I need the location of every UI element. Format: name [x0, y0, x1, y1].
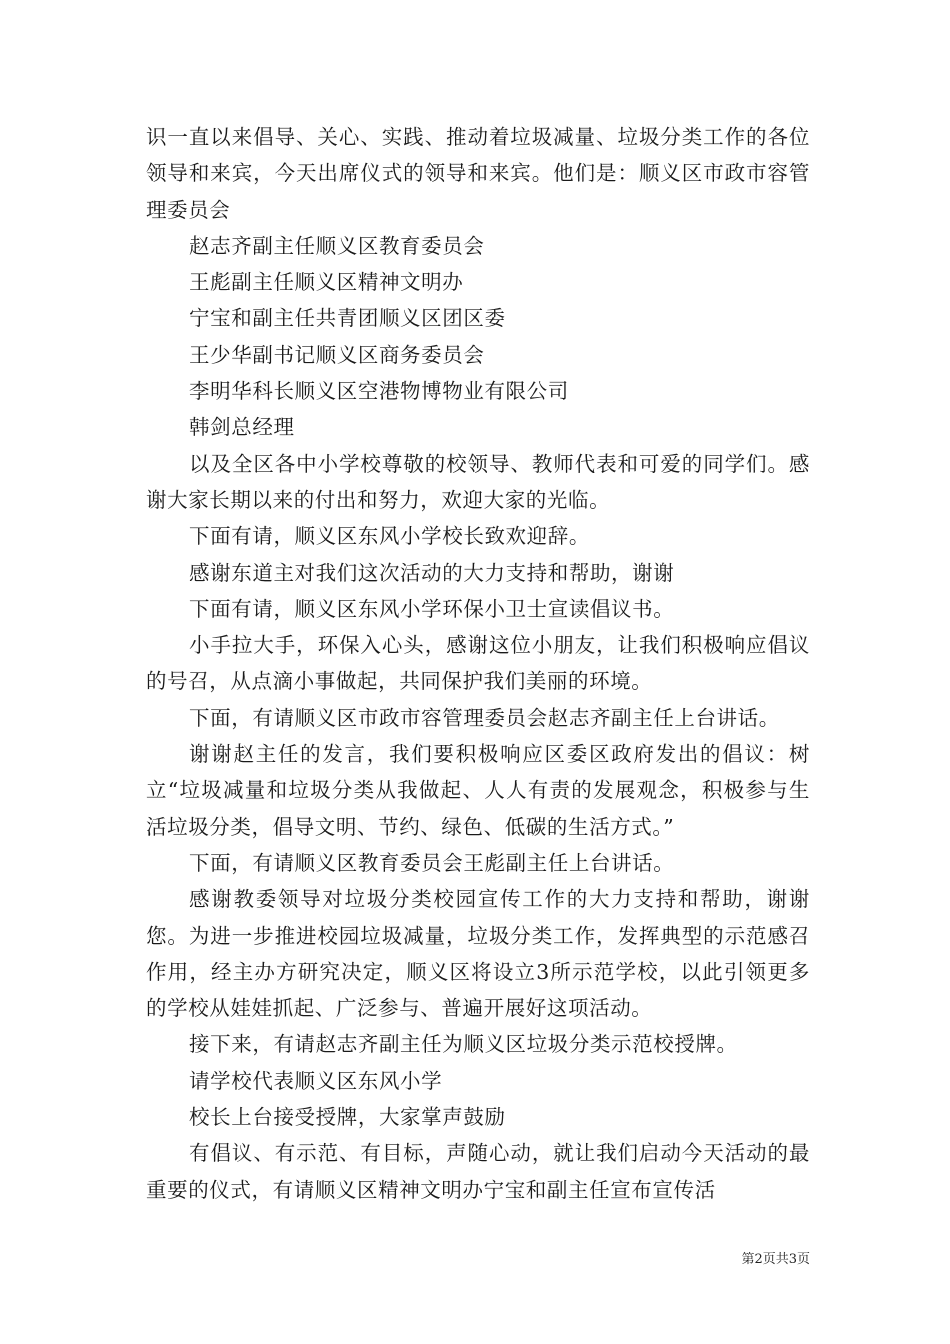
paragraph: 下面有请，顺义区东风小学环保小卫士宣读倡议书。: [189, 596, 675, 621]
paragraph: 韩剑总经理: [189, 415, 295, 440]
paragraph: 谢谢赵主任的发言，我们要积极响应区委区政府发出的倡议：树立“垃圾减量和垃圾分类从我做起、人人有责的发展观念，积极参与生活垃圾分类，倡导文明、节约、绿色、低碳的生活方式。”: [146, 742, 810, 839]
paragraph: 校长上台接受授牌，大家掌声鼓励: [189, 1105, 506, 1130]
paragraph: 以及全区各中小学校尊敬的校领导、教师代表和可爱的同学们。感谢大家长期以来的付出和努力，欢迎大家的光临。: [146, 451, 810, 512]
paragraph: 李明华科长顺义区空港物博物业有限公司: [189, 379, 569, 404]
page-number: 第2页共3页: [741, 1252, 810, 1267]
paragraph: 王彪副主任顺义区精神文明办: [189, 270, 464, 295]
paragraph: 王少华副书记顺义区商务委员会: [189, 342, 485, 367]
paragraph: 识一直以来倡导、关心、实践、推动着垃圾减量、垃圾分类工作的各位领导和来宾，今天出席仪式的领导和来宾。他们是：顺义区市政市容管理委员会: [146, 125, 810, 222]
body-text: [146, 119, 810, 1208]
paragraph: 接下来，有请赵志齐副主任为顺义区垃圾分类示范校授牌。: [189, 1032, 738, 1057]
paragraph: 感谢教委领导对垃圾分类校园宣传工作的大力支持和帮助，谢谢您。为进一步推进校园垃圾减量，垃圾分类工作，发挥典型的示范感召作用，经主办方研究决定，顺义区将设立3所示范学校，以此引领更多的学校从娃娃抓起、广泛参与、普遍开展好这项活动。: [146, 887, 810, 1021]
paragraph: 赵志齐副主任顺义区教育委员会: [189, 233, 485, 258]
paragraph: 感谢东道主对我们这次活动的大力支持和帮助，谢谢: [189, 560, 675, 585]
paragraph: 下面，有请顺义区教育委员会王彪副主任上台讲话。: [189, 850, 675, 875]
paragraph: 下面，有请顺义区市政市容管理委员会赵志齐副主任上台讲话。: [189, 705, 780, 730]
paragraph: 请学校代表顺义区东风小学: [189, 1068, 443, 1093]
paragraph: 小手拉大手，环保入心头，感谢这位小朋友，让我们积极响应倡议的号召，从点滴小事做起，共同保护我们美丽的环境。: [146, 633, 810, 694]
paragraph: 下面有请，顺义区东风小学校长致欢迎辞。: [189, 524, 590, 549]
paragraph: 有倡议、有示范、有目标，声随心动，就让我们启动今天活动的最重要的仪式，有请顺义区精神文明办宁宝和副主任宣布宣传活: [146, 1141, 810, 1202]
paragraph: 宁宝和副主任共青团顺义区团区委: [189, 306, 506, 331]
